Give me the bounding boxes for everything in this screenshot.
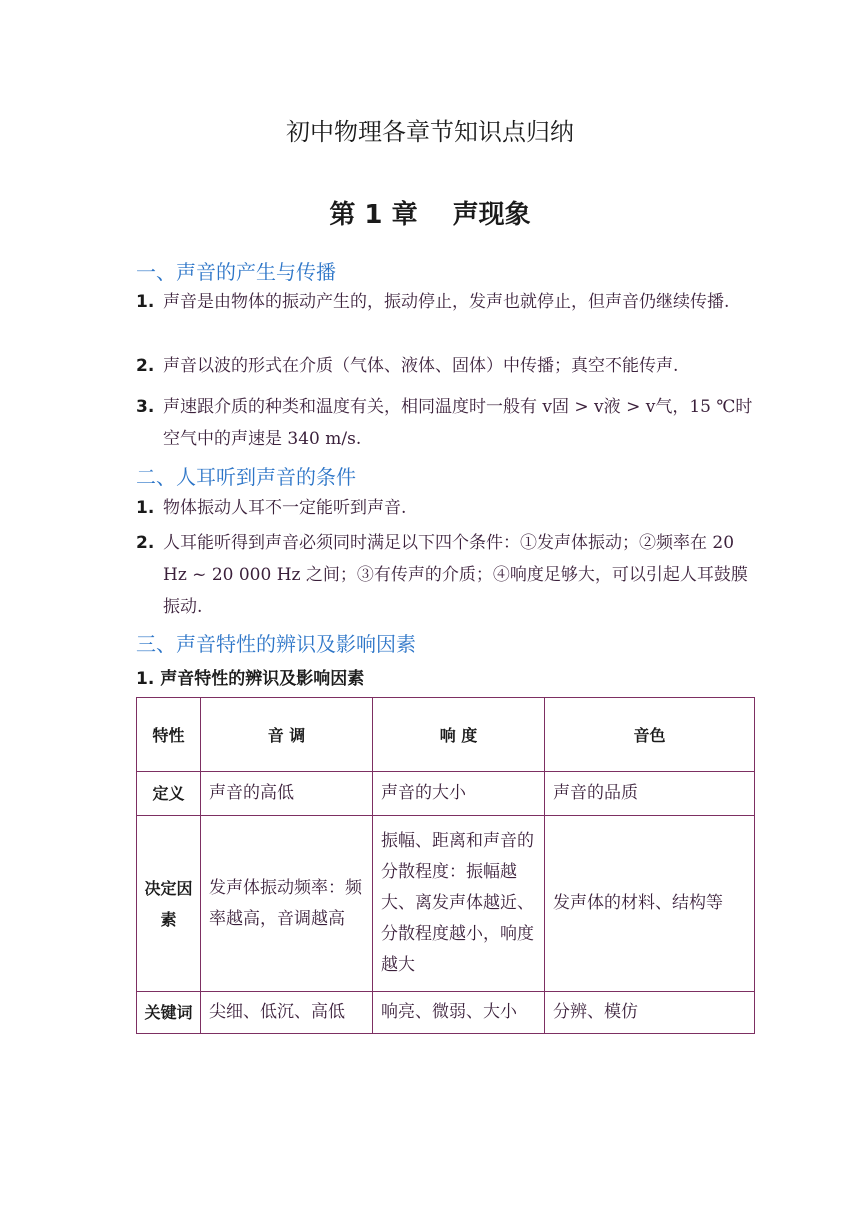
sound-properties-table [136,697,755,1034]
subsection-heading: 1. 声音特性的辨识及影响因素 [136,669,365,689]
item-text: 声速跟介质的种类和温度有关，相同温度时一般有 v固 > v液 > v气，15 ℃时空气中的声速是 340 m/s. [163,397,753,449]
table-row [137,816,755,992]
item-number: 2. [136,356,155,376]
table-cell: 声音的大小 [373,772,545,816]
table-header: 响 度 [373,698,545,772]
table-cell: 发声体振动频率：频率越高，音调越高 [201,816,373,992]
row-label: 定义 [137,772,201,816]
item-text: 声音以波的形式在介质（气体、液体、固体）中传播；真空不能传声. [163,356,679,376]
table-cell: 尖细、低沉、高低 [201,992,373,1034]
row-label: 决定因素 [137,816,201,992]
section-heading-3: 三、声音特性的辨识及影响因素 [136,632,416,656]
table-cell: 声音的高低 [201,772,373,816]
table-cell: 响亮、微弱、大小 [373,992,545,1034]
table-row [137,992,755,1034]
list-item [136,527,756,623]
item-text: 声音是由物体的振动产生的，振动停止，发声也就停止，但声音仍继续传播. [163,292,730,312]
list-item [136,391,756,455]
list-item [136,286,756,318]
item-number: 1. [136,498,155,518]
item-text: 人耳能听得到声音必须同时满足以下四个条件：①发声体振动；②频率在 20 Hz ~ 20 000 Hz 之间；③有传声的介质；④响度足够大，可以引起人耳鼓膜振动. [163,533,748,617]
item-number: 1. [136,292,155,312]
chapter-title: 第 1 章 声现象 [329,200,531,230]
item-text: 物体振动人耳不一定能听到声音. [163,498,407,518]
table-cell: 发声体的材料、结构等 [545,816,755,992]
item-number: 2. [136,533,155,553]
table-cell: 声音的品质 [545,772,755,816]
list-item [136,492,756,524]
table-header: 音 调 [201,698,373,772]
table-cell: 振幅、距离和声音的分散程度：振幅越大、离发声体越近、分散程度越小，响度越大 [373,816,545,992]
table-header: 音色 [545,698,755,772]
table-row [137,772,755,816]
table-cell: 分辨、模仿 [545,992,755,1034]
section-heading-1: 一、声音的产生与传播 [136,260,336,284]
row-label: 关键词 [137,992,201,1034]
list-item [136,350,756,382]
table-header: 特性 [137,698,201,772]
section-heading-2: 二、人耳听到声音的条件 [136,465,356,489]
item-number: 3. [136,397,155,417]
table-header-row [137,698,755,772]
doc-title: 初中物理各章节知识点归纳 [286,118,574,146]
